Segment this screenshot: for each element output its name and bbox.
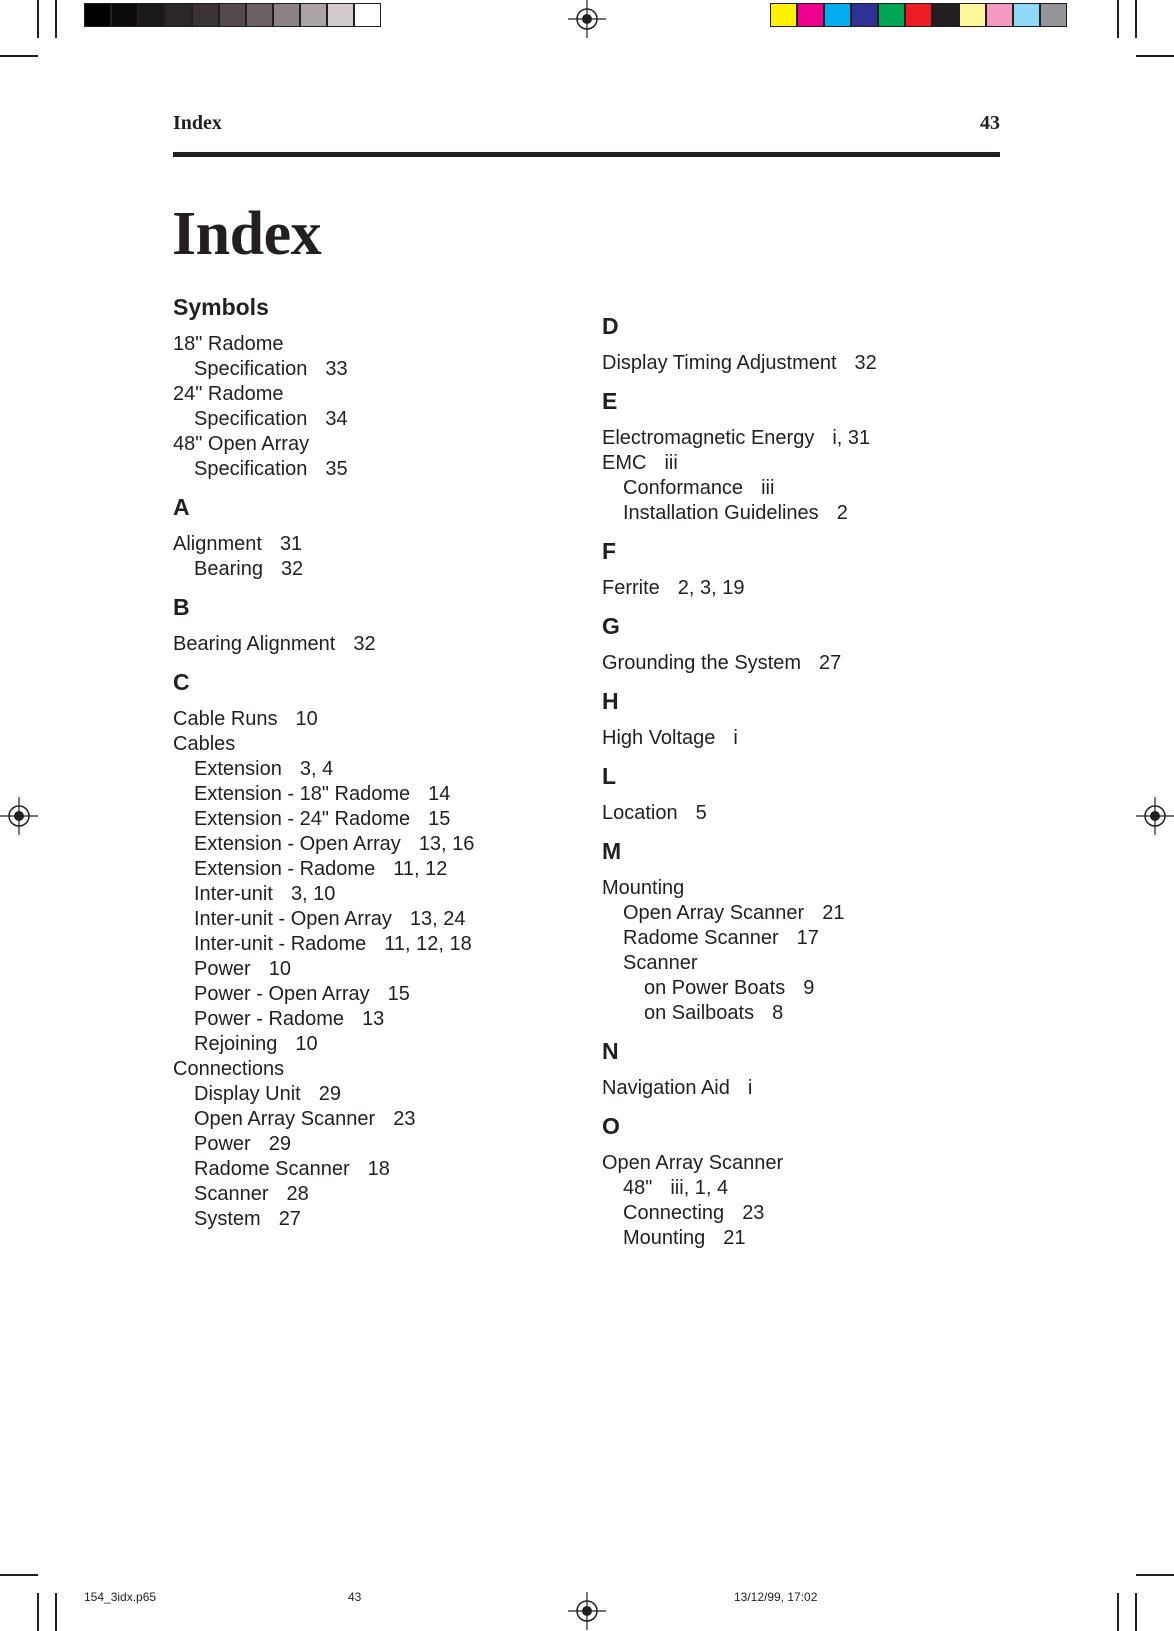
color-swatch — [1040, 3, 1067, 27]
color-swatch — [327, 3, 354, 27]
index-page-refs: 11, 12, 18 — [384, 933, 472, 955]
index-entry — [602, 926, 1002, 951]
process-color-bar — [770, 3, 1067, 27]
index-entry — [602, 1001, 1002, 1026]
color-swatch — [986, 3, 1013, 27]
index-entry — [602, 476, 1002, 501]
index-entry — [173, 332, 573, 357]
crop-mark — [1135, 0, 1137, 38]
color-swatch — [219, 3, 246, 27]
index-page-refs: 3, 4 — [299, 758, 334, 780]
index-entry — [602, 976, 1002, 1001]
index-entry — [602, 876, 1002, 901]
index-term: Open Array Scanner — [194, 1108, 376, 1130]
index-section-heading: M — [602, 838, 622, 864]
index-term: on Sailboats — [644, 1002, 755, 1024]
index-page-refs: 17 — [796, 927, 819, 949]
index-page-refs: 10 — [295, 708, 318, 730]
index-section — [602, 838, 1002, 1026]
index-page-refs: i — [747, 1077, 753, 1099]
index-page-refs: 27 — [278, 1208, 301, 1230]
running-header-page-number: 43 — [980, 112, 1000, 134]
index-section-heading: A — [173, 494, 190, 520]
index-term: Extension - Radome — [194, 858, 376, 880]
color-swatch — [165, 3, 192, 27]
index-entry — [173, 832, 573, 857]
index-entry — [602, 351, 1002, 376]
index-entry — [173, 382, 573, 407]
index-entry — [173, 982, 573, 1007]
index-page-refs: 2 — [836, 502, 848, 524]
index-section-heading: Symbols — [173, 294, 269, 320]
index-term: Inter-unit - Open Array — [194, 908, 392, 930]
index-term: Radome Scanner — [623, 927, 779, 949]
index-entry — [173, 457, 573, 482]
index-entry — [602, 1176, 1002, 1201]
index-entry — [173, 957, 573, 982]
index-term: Conformance — [623, 477, 744, 499]
index-page-refs: 31 — [279, 533, 303, 555]
index-term: 18" Radome — [173, 333, 284, 355]
index-term: Installation Guidelines — [623, 502, 819, 524]
index-section-heading: L — [602, 763, 617, 789]
index-term: Specification — [194, 408, 308, 430]
color-swatch — [84, 3, 111, 27]
index-page-refs: 32 — [854, 352, 877, 374]
index-page-refs: iii, 1, 4 — [670, 1177, 729, 1199]
index-section — [602, 538, 1002, 601]
index-section-heading: O — [602, 1113, 620, 1139]
index-entry — [173, 532, 573, 557]
index-term: Electromagnetic Energy — [602, 427, 815, 449]
index-entry — [173, 857, 573, 882]
index-term: Alignment — [173, 533, 262, 555]
index-page-refs: iii — [664, 452, 678, 474]
index-term: Scanner — [623, 952, 698, 974]
index-entry — [602, 651, 1002, 676]
index-term: Inter-unit — [194, 883, 273, 905]
index-entry — [602, 451, 1002, 476]
index-entry — [173, 707, 573, 732]
index-entry — [602, 951, 1002, 976]
index-page-refs: iii — [761, 477, 775, 499]
index-section — [602, 613, 1002, 676]
index-term: Power — [194, 1133, 251, 1155]
color-swatch — [354, 3, 381, 27]
index-term: Specification — [194, 458, 308, 480]
index-page-refs: 15 — [428, 808, 451, 830]
index-term: 48" — [623, 1177, 653, 1199]
index-term: Extension - 24" Radome — [194, 808, 411, 830]
color-swatch — [246, 3, 273, 27]
index-entry — [173, 882, 573, 907]
index-section — [173, 669, 573, 1232]
index-term: Power - Radome — [194, 1008, 345, 1030]
index-page-refs: 21 — [822, 902, 845, 924]
registration-mark-icon — [568, 1592, 606, 1630]
index-term: on Power Boats — [644, 977, 786, 999]
index-entry — [173, 1082, 573, 1107]
index-term: System — [194, 1208, 261, 1230]
index-page-refs: 29 — [318, 1083, 341, 1105]
footer-file-name: 154_3idx.p65 — [84, 1590, 157, 1604]
index-page-refs: 13, 24 — [409, 908, 466, 930]
index-page-refs: 21 — [723, 1227, 746, 1249]
color-swatch — [905, 3, 932, 27]
registration-mark-icon — [568, 0, 606, 38]
index-entry — [173, 357, 573, 382]
index-page-refs: 10 — [295, 1033, 318, 1055]
color-swatch — [300, 3, 327, 27]
index-entry — [602, 1201, 1002, 1226]
index-entry — [173, 1057, 573, 1082]
index-entry — [602, 901, 1002, 926]
index-page-refs: 13 — [362, 1008, 385, 1030]
index-term: Location — [602, 802, 678, 824]
index-term: EMC — [602, 452, 647, 474]
index-page-refs: 29 — [268, 1133, 291, 1155]
index-term: High Voltage — [602, 727, 716, 749]
index-page-refs: 10 — [268, 958, 291, 980]
index-page-refs: i, 31 — [832, 427, 871, 449]
index-page-refs: 32 — [353, 633, 376, 655]
footer-timestamp: 13/12/99, 17:02 — [734, 1590, 818, 1604]
index-term: Display Timing Adjustment — [602, 352, 837, 374]
index-section-heading: D — [602, 313, 619, 339]
index-term: Connecting — [623, 1202, 725, 1224]
index-term: Inter-unit - Radome — [194, 933, 367, 955]
index-term: Cable Runs — [173, 708, 278, 730]
color-swatch — [797, 3, 824, 27]
index-term: Bearing Alignment — [173, 633, 336, 655]
index-page-refs: 2, 3, 19 — [677, 577, 745, 599]
grayscale-color-bar — [84, 3, 381, 27]
color-swatch — [932, 3, 959, 27]
index-section — [173, 594, 573, 657]
crop-mark — [1117, 1593, 1119, 1631]
index-entry — [602, 426, 1002, 451]
index-term: 24" Radome — [173, 383, 284, 405]
index-entry — [173, 757, 573, 782]
crop-mark — [55, 1593, 57, 1631]
index-term: Specification — [194, 358, 308, 380]
index-entry — [602, 1226, 1002, 1251]
index-entry — [173, 807, 573, 832]
color-swatch — [851, 3, 878, 27]
index-section — [173, 494, 573, 582]
color-swatch — [824, 3, 851, 27]
page-title: Index — [172, 200, 322, 268]
index-section-heading: H — [602, 688, 619, 714]
index-entry — [602, 576, 1002, 601]
color-swatch — [273, 3, 300, 27]
index-section — [602, 688, 1002, 751]
crop-mark — [1135, 1593, 1137, 1631]
index-page-refs: 13, 16 — [418, 833, 475, 855]
index-page-refs: 8 — [772, 1002, 784, 1024]
index-term: Cables — [173, 733, 236, 755]
index-entry — [173, 1182, 573, 1207]
index-section-heading: F — [602, 538, 617, 564]
color-swatch — [138, 3, 165, 27]
index-term: Extension — [194, 758, 282, 780]
index-page-refs: 11, 12 — [393, 858, 448, 880]
footer-page-number: 43 — [348, 1590, 362, 1604]
index-term: Rejoining — [194, 1033, 278, 1055]
index-entry — [173, 1032, 573, 1057]
color-swatch — [770, 3, 797, 27]
index-page-refs: 18 — [367, 1158, 390, 1180]
index-entry — [173, 1132, 573, 1157]
crop-mark — [55, 0, 57, 38]
index-entry — [602, 1076, 1002, 1101]
index-term: 48" Open Array — [173, 433, 310, 455]
index-page-refs: 15 — [387, 983, 410, 1005]
index-term: Radome Scanner — [194, 1158, 350, 1180]
index-section — [602, 313, 1002, 376]
index-entry — [602, 726, 1002, 751]
index-entry — [173, 407, 573, 432]
index-page-refs: 5 — [695, 802, 707, 824]
index-section — [173, 294, 573, 482]
index-page-refs: 27 — [819, 652, 842, 674]
index-term: Extension - Open Array — [194, 833, 401, 855]
index-term: Grounding the System — [602, 652, 801, 674]
index-entry — [173, 782, 573, 807]
index-entry — [173, 1107, 573, 1132]
index-term: Connections — [173, 1058, 285, 1080]
index-section — [602, 388, 1002, 526]
index-column-right — [602, 313, 1002, 1263]
index-term: Navigation Aid — [602, 1077, 730, 1099]
index-term: Mounting — [602, 877, 685, 899]
index-section-heading: C — [173, 669, 190, 695]
index-section — [602, 763, 1002, 826]
crop-mark — [37, 1593, 39, 1631]
color-swatch — [878, 3, 905, 27]
index-page-refs: 28 — [286, 1183, 309, 1205]
index-section-heading: E — [602, 388, 618, 414]
index-term: Open Array Scanner — [602, 1152, 784, 1174]
index-section — [602, 1038, 1002, 1101]
index-term: Open Array Scanner — [623, 902, 805, 924]
index-entry — [602, 1151, 1002, 1176]
index-entry — [173, 1207, 573, 1232]
registration-mark-icon — [0, 797, 38, 835]
running-header-title: Index — [173, 112, 222, 134]
crop-mark — [0, 55, 38, 57]
index-term: Ferrite — [602, 577, 660, 599]
registration-mark-icon — [1136, 797, 1174, 835]
index-section — [602, 1113, 1002, 1251]
color-swatch — [192, 3, 219, 27]
index-page-refs: 23 — [742, 1202, 765, 1224]
index-section-heading: G — [602, 613, 620, 639]
index-page-refs: 23 — [393, 1108, 416, 1130]
index-term: Extension - 18" Radome — [194, 783, 411, 805]
index-page-refs: i — [733, 727, 738, 749]
index-section-heading: B — [173, 594, 190, 620]
index-entry — [173, 907, 573, 932]
index-term: Scanner — [194, 1183, 269, 1205]
index-page-refs: 3, 10 — [290, 883, 336, 905]
crop-mark — [37, 0, 39, 38]
index-entry — [173, 432, 573, 457]
index-page-refs: 9 — [803, 977, 815, 999]
index-term: Display Unit — [194, 1083, 301, 1105]
index-page-refs: 14 — [428, 783, 451, 805]
header-rule — [173, 152, 1000, 157]
index-page-refs: 32 — [280, 558, 304, 580]
index-page-refs: 35 — [325, 458, 348, 480]
index-term: Bearing — [194, 558, 263, 580]
index-term: Power — [194, 958, 251, 980]
index-entry — [173, 732, 573, 757]
index-page-refs: 33 — [325, 358, 348, 380]
index-column-left — [173, 294, 573, 1244]
index-term: Mounting — [623, 1227, 706, 1249]
index-section-heading: N — [602, 1038, 619, 1064]
color-swatch — [111, 3, 138, 27]
color-swatch — [1013, 3, 1040, 27]
index-entry — [173, 1157, 573, 1182]
index-entry — [173, 557, 573, 582]
index-entry — [602, 801, 1002, 826]
index-entry — [173, 932, 573, 957]
index-entry — [173, 632, 573, 657]
index-entry — [602, 501, 1002, 526]
index-entry — [173, 1007, 573, 1032]
crop-mark — [1136, 55, 1174, 57]
index-term: Power - Open Array — [194, 983, 370, 1005]
crop-mark — [1117, 0, 1119, 38]
color-swatch — [959, 3, 986, 27]
crop-mark — [0, 1574, 38, 1576]
index-page-refs: 34 — [325, 408, 348, 430]
crop-mark — [1136, 1574, 1174, 1576]
